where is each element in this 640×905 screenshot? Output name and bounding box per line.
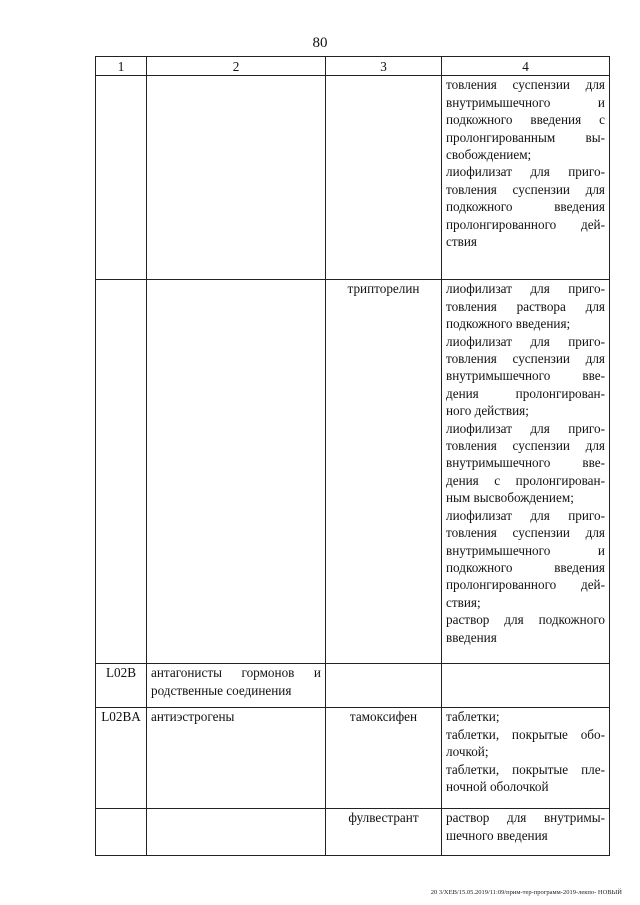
table-row <box>96 76 610 280</box>
dosage-form-line: ного действия; <box>446 403 529 419</box>
dosage-form-line: пролонгированного дей- <box>446 577 605 593</box>
dosage-form-line: подкожного введения <box>446 199 605 215</box>
dosage-form-line: товления раствора для <box>446 298 605 314</box>
dosage-form-line: ночной оболочкой <box>446 779 549 795</box>
group-name-cell <box>147 76 326 280</box>
atc-code-cell <box>96 76 147 280</box>
atc-code-cell <box>96 809 147 856</box>
dosage-form-line: внутримышечного вве- <box>446 455 605 471</box>
atc-code-cell: L02B <box>96 664 147 708</box>
header-row <box>96 57 610 76</box>
column-header-1: 1 <box>96 57 147 76</box>
dosage-form-line: внутримышечного вве- <box>446 368 605 384</box>
dosage-form-line: дения пролонгирован- <box>446 385 605 401</box>
drug-name-cell: фулвестрант <box>326 809 442 856</box>
dosage-form-line: таблетки; <box>446 709 500 725</box>
dosage-form-line: ствия <box>446 234 477 250</box>
dosage-form-line: ным высвобождением; <box>446 490 574 506</box>
dosage-forms-cell <box>442 280 610 664</box>
dosage-form-line: лиофилизат для приго- <box>446 420 605 436</box>
table-row <box>96 280 610 664</box>
dosage-form-line: раствор для подкожного <box>446 612 605 628</box>
table-body <box>96 76 610 856</box>
drug-name-cell: тамоксифен <box>326 708 442 809</box>
dosage-form-line: товления суспензии для <box>446 181 605 197</box>
table-row <box>96 708 610 809</box>
group-name-cell <box>147 280 326 664</box>
drug-name-cell <box>326 664 442 708</box>
dosage-form-line: товления суспензии для <box>446 525 605 541</box>
dosage-form-line: пролонгированным вы- <box>446 129 605 145</box>
dosage-form-line: внутримышечного и <box>446 542 605 558</box>
dosage-form-line: товления суспензии для <box>446 438 605 454</box>
column-header-4: 4 <box>442 57 610 76</box>
dosage-form-line: таблетки, покрытые обо- <box>446 726 605 742</box>
table-row <box>96 809 610 856</box>
dosage-form-line: подкожного введения; <box>446 316 571 332</box>
dosage-form-line: дения с пролонгирован- <box>446 472 605 488</box>
drug-name-cell: трипторелин <box>326 280 442 664</box>
dosage-form-line: пролонгированного дей- <box>446 216 605 232</box>
dosage-form-line: лиофилизат для приго- <box>446 164 605 180</box>
atc-code-cell <box>96 280 147 664</box>
column-header-2: 2 <box>147 57 326 76</box>
dosage-form-line: раствор для внутримы- <box>446 810 605 826</box>
dosage-form-line: шечного введения <box>446 827 548 843</box>
dosage-forms-cell <box>442 708 610 809</box>
page-number: 80 <box>312 35 328 51</box>
group-name-cell: антагонисты гормонов и родственные соединения <box>147 664 326 708</box>
dosage-form-line: лиофилизат для приго- <box>446 507 605 523</box>
dosage-form-line: подкожного введения с <box>446 112 605 128</box>
dosage-form-line: подкожного введения <box>446 559 605 575</box>
dosage-form-line: свобождением; <box>446 147 532 163</box>
dosage-form-line: внутримышечного и <box>446 94 605 110</box>
drug-table <box>95 56 610 856</box>
dosage-form-line: ствия; <box>446 594 481 610</box>
table-row <box>96 664 610 708</box>
dosage-form-line: товления суспензии для <box>446 77 605 93</box>
atc-code-cell: L02BA <box>96 708 147 809</box>
group-name-cell: антиэстрогены <box>147 708 326 809</box>
dosage-form-line: лочкой; <box>446 744 489 760</box>
dosage-form-line: введения <box>446 629 497 645</box>
column-header-3: 3 <box>326 57 442 76</box>
dosage-forms-cell <box>442 76 610 280</box>
dosage-form-line: товления суспензии для <box>446 351 605 367</box>
dosage-forms-cell <box>442 809 610 856</box>
dosage-form-line: лиофилизат для приго- <box>446 281 605 297</box>
dosage-form-line: таблетки, покрытые пле- <box>446 761 605 777</box>
drug-name-cell <box>326 76 442 280</box>
dosage-forms-cell <box>442 664 610 708</box>
group-name-cell <box>147 809 326 856</box>
dosage-form-line: лиофилизат для приго- <box>446 333 605 349</box>
footer-stamp: 20 3/ХЕВ/15.05.2019/11:09/прим-тер-программ-2019-лекпо- НОВЫЙ <box>430 889 622 896</box>
